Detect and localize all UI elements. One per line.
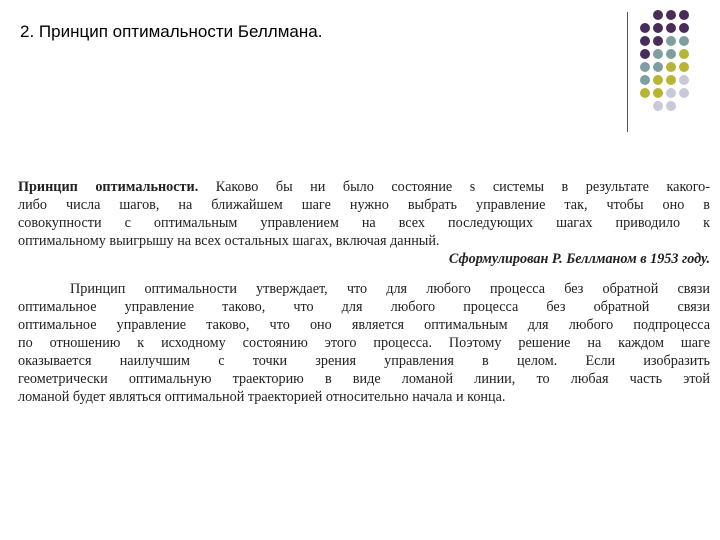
decorative-dot-grid (640, 10, 720, 120)
decorative-dot (679, 10, 689, 20)
decorative-dot (653, 36, 663, 46)
definition-line: оптимальному выигрышу на всех остальных шагах, включая данный. (18, 233, 440, 249)
statement-line: оптимальное управление таково, что оно является оптимальным для любого подпроцесса (18, 317, 710, 333)
decorative-dot (640, 88, 650, 98)
decorative-dot (679, 62, 689, 72)
decorative-dot (666, 36, 676, 46)
decorative-dot (666, 62, 676, 72)
definition-line (18, 178, 710, 196)
decorative-dot (653, 62, 663, 72)
definition-lead: Принцип оптимальности. (18, 179, 199, 195)
divider-line (627, 12, 628, 132)
statement-line: ломаной будет являться оптимальной траекторией относительно начала и конца. (18, 389, 506, 405)
decorative-dot (653, 101, 663, 111)
decorative-dot (666, 10, 676, 20)
scanned-text-block (18, 178, 710, 406)
definition-line: либо числа шагов, на ближайшем шаге нужно выбрать управление так, чтобы оно в (18, 197, 710, 213)
decorative-dot (653, 88, 663, 98)
statement-line: оптимальное управление таково, что для любого процесса без обратной связи (18, 299, 710, 315)
definition-line: совокупности с оптимальным управлением на всех последующих шагах приводило к (18, 215, 710, 231)
decorative-dot (666, 75, 676, 85)
statement-line: геометрически оптимальную траекторию в виде ломаной линии, то любая часть этой (18, 371, 710, 387)
statement-line: по отношению к исходному состоянию этого процесса. Поэтому решение на каждом шаге (18, 335, 710, 351)
decorative-dot (666, 23, 676, 33)
slide-title: 2. Принцип оптимальности Беллмана. (20, 22, 323, 41)
decorative-dot (640, 36, 650, 46)
decorative-dot (653, 49, 663, 59)
decorative-dot (679, 88, 689, 98)
decorative-dot (640, 62, 650, 72)
decorative-dot (640, 49, 650, 59)
decorative-dot (666, 49, 676, 59)
statement-line: Принцип оптимальности утверждает, что для любого процесса без обратной связи (70, 281, 710, 297)
decorative-dot (666, 88, 676, 98)
decorative-dot (679, 23, 689, 33)
decorative-dot (653, 75, 663, 85)
decorative-dot (640, 75, 650, 85)
decorative-dot (679, 49, 689, 59)
definition-text: Каково бы ни было состояние s системы в результате какого- (215, 179, 710, 195)
decorative-dot (653, 23, 663, 33)
attribution: Сформулирован Р. Беллманом в 1953 году. (448, 251, 710, 267)
decorative-dot (653, 10, 663, 20)
decorative-dot (640, 23, 650, 33)
decorative-dot (666, 101, 676, 111)
decorative-dot (679, 36, 689, 46)
statement-line: оказывается наилучшим с точки зрения управления в целом. Если изобразить (18, 353, 710, 369)
decorative-dot (679, 75, 689, 85)
statement-paragraph (18, 280, 710, 406)
